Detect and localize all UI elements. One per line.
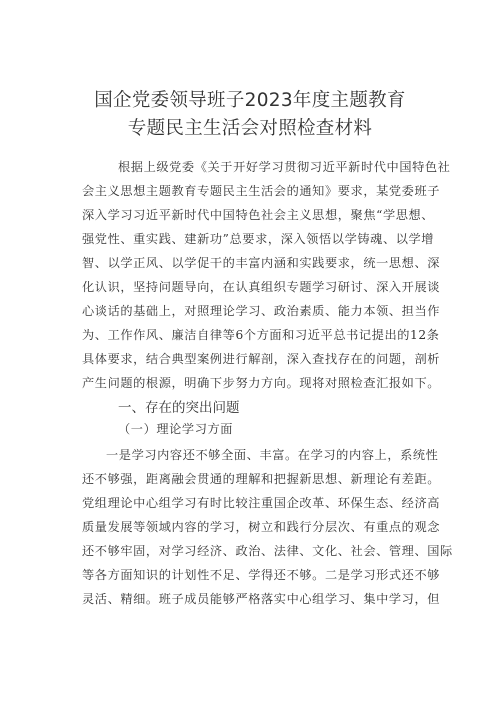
paragraph-line: 还不够牢固，对学习经济、政治、法律、文化、社会、管理、国际 xyxy=(82,544,453,558)
paragraph-line: 党组理论中心组学习有时比较注重国企改革、环保生态、经济高 xyxy=(82,496,441,510)
intro-line: 根据上级党委《关于开好学习贯彻习近平新时代中国特色社 xyxy=(118,160,451,174)
intro-line: 具体要求，结合典型案例进行解剖，深入查找存在的问题，剖析 xyxy=(82,352,441,366)
intro-line: 智、以学正风、以学促干的丰富内涵和实践要求，统一思想、深 xyxy=(82,256,441,270)
paragraph-line: 灵活、精细。班子成员能够严格落实中心组学习、集中学习，但 xyxy=(82,592,441,606)
paragraph-line: 质量发展等领域内容的学习，树立和践行分层次、有重点的观念 xyxy=(82,520,441,534)
section-heading: 一、存在的突出问题 xyxy=(118,400,240,416)
document-title-line-1: 国企党委领导班子2023年度主题教育 xyxy=(94,90,406,111)
intro-line: 会主义思想主题教育专题民主生活会的通知》要求，某党委班子 xyxy=(82,184,441,198)
intro-line: 产生问题的根源，明确下步努力方向。现将对照检查汇报如下。 xyxy=(82,376,441,390)
intro-line: 强党性、重实践、建新功”总要求，深入领悟以学铸魂、以学增 xyxy=(82,232,435,246)
intro-line: 化认识，坚持问题导向，在认真组织专题学习研讨、深入开展谈 xyxy=(82,280,441,294)
document-title-line-2: 专题民主生活会对照检查材料 xyxy=(127,118,373,139)
paragraph-line: 还不够强，距离融会贯通的理解和把握新思想、新理论有差距。 xyxy=(82,472,441,486)
intro-line: 深入学习习近平新时代中国特色社会主义思想，聚焦“学思想、 xyxy=(82,208,435,222)
paragraph-line: 一是学习内容还不够全面、丰富。在学习的内容上，系统性 xyxy=(106,448,439,462)
paragraph-line: 等各方面知识的计划性不足、学得还不够。二是学习形式还不够 xyxy=(82,568,441,582)
intro-line: 心谈话的基础上，对照理论学习、政治素质、能力本领、担当作 xyxy=(82,304,441,318)
intro-line: 为、工作作风、廉洁自律等6个方面和习近平总书记提出的12条 xyxy=(82,328,440,342)
subsection-heading: （一）理论学习方面 xyxy=(118,422,234,436)
